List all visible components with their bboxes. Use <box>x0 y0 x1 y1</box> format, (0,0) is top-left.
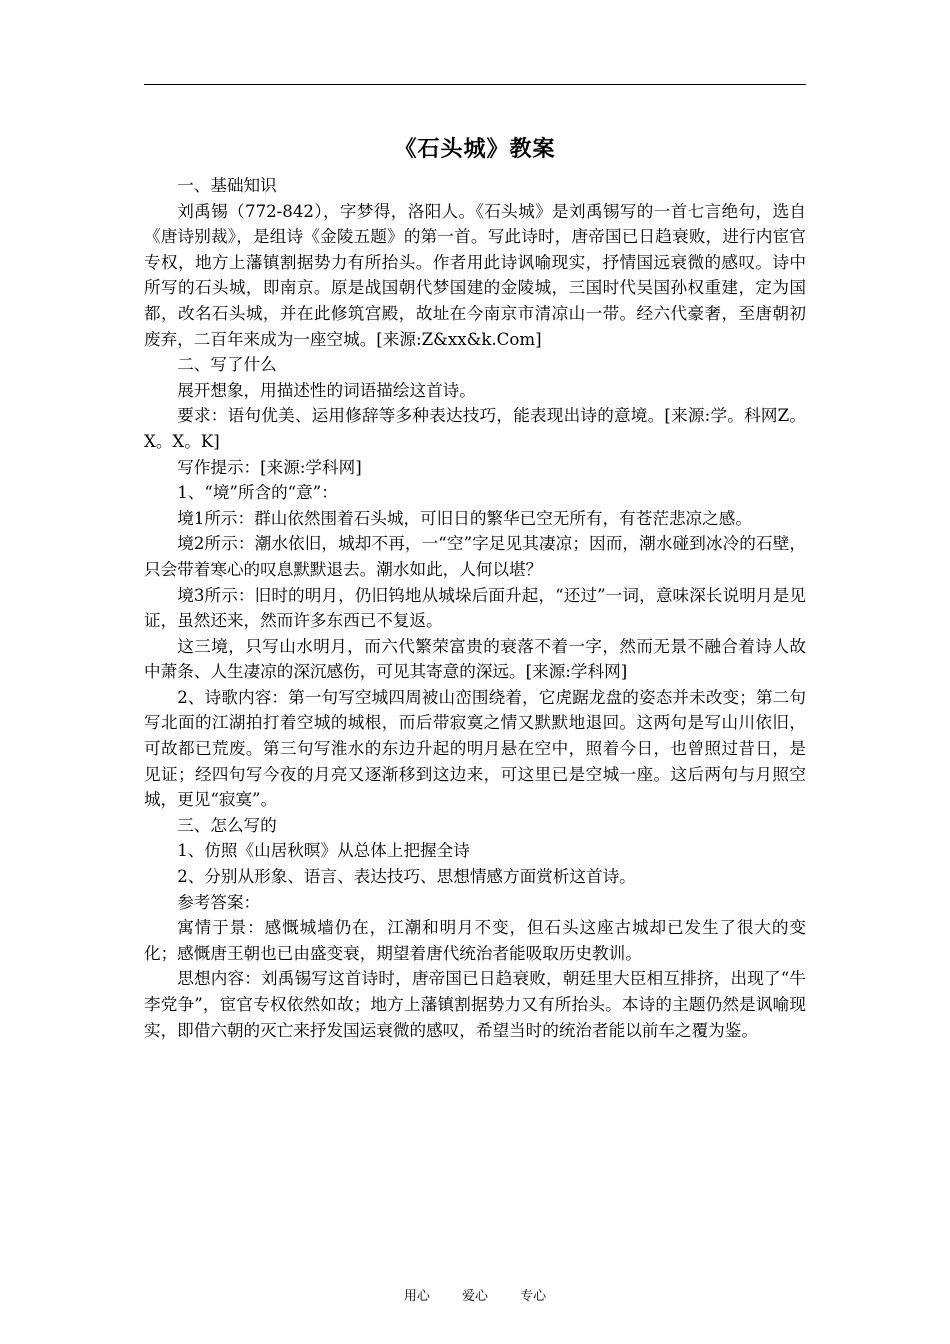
page-footer <box>0 1287 950 1307</box>
paragraph: 1、“境”所含的“意”： <box>177 483 338 503</box>
paragraph: 参考答案： <box>177 892 261 912</box>
footer-text: 专心 <box>520 1289 547 1304</box>
paragraph: 境2所示：潮水依旧，城却不再，一“空”字足见其凄凉；因而，潮水碰到冰冷的石壁，只会带着寒心的叹息默默退去。潮水如此，人何以堪？ <box>144 534 806 579</box>
paragraph: 寓情于景：感慨城墙仍在，江潮和明月不变，但石头这座古城却已发生了很大的变化；感慨唐王朝也已由盛变衰，期望着唐代统治者能吸取历史教训。 <box>144 918 806 963</box>
footer-text: 用心 <box>403 1289 430 1304</box>
paragraph: 1、仿照《山居秋暝》从总体上把握全诗 <box>177 841 470 861</box>
paragraph: 境3所示：旧时的明月，仍旧钨地从城垛后面升起，“还过”一词，意味深长说明月是见证，虽然还来，然而许多东西已不复返。 <box>144 585 806 631</box>
paragraph: 展开想象，用描述性的词语描绘这首诗。 <box>177 380 476 400</box>
header-rule <box>144 84 806 85</box>
paragraph: 要求：语句优美、运用修辞等多种表达技巧，能表现出诗的意境。[来源:学。科网Z。X。X。K] <box>144 406 806 451</box>
paragraph: 这三境，只写山水明月，而六代繁荣富贵的衰落不着一字，然而无景不融合着诗人故中萧条、人生凄凉的深沉感伤，可见其寄意的深远。[来源:学科网] <box>144 636 806 682</box>
paragraph: 境1所示：群山依然围着石头城，可旧日的繁华已空无所有，有苍茫悲凉之感。 <box>177 508 752 528</box>
document-title: 《石头城》教案 <box>394 136 556 162</box>
footer-text: 爱心 <box>461 1289 488 1304</box>
paragraph: 2、诗歌内容：第一句写空城四周被山峦围绕着，它虎踞龙盘的姿态并未改变；第二句写北面的江湖拍打着空城的城根，而后带寂寞之情又默默地退回。这两句是写山川依旧，可故都已荒废。第三句写淮水的东边升起的明月悬在空中，照着今日，也曾照过昔日，是见证；经四句写今夜的月亮又逐渐移到这边来，可这里已是空城一座。这后两句与月照空城，更见“寂寞”。 <box>144 687 806 810</box>
section-heading: 二、写了什么 <box>177 355 277 375</box>
paragraph: 写作提示：[来源:学科网] <box>177 457 362 477</box>
paragraph: 2、分别从形象、语言、表达技巧、思想情感方面赏析这首诗。 <box>177 867 636 887</box>
section-heading: 一、基础知识 <box>177 176 277 195</box>
paragraph: 思想内容：刘禹锡写这首诗时，唐帝国已日趋衰败，朝廷里大臣相互排挤，出现了“牛李党争”，宦官专权依然如故；地方上藩镇割据势力又有所抬头。本诗的主题仍然是讽喻现实，即借六朝的灭亡来抒发国运衰微的感叹，希望当时的统治者能以前车之覆为鉴。 <box>144 969 806 1040</box>
paragraph: 刘禹锡（772-842），字梦得，洛阳人。《石头城》是刘禹锡写的一首七言绝句，选自《唐诗别裁》，是组诗《金陵五题》的第一首。写此诗时，唐帝国已日趋衰败，进行内宦官专权，地方上藩镇割据势力有所抬头。作者用此诗讽喻现实，抒情国远衰微的感叹。诗中所写的石头城，即南京。原是战国朝代梦国建的金陵城，三国时代吴国孙权重建，定为国都，改名石头城，并在此修筑宫殿，故址在今南京市清凉山一带。经六代豪奢，至唐朝初废弃，二百年来成为一座空城。[来源:Z&xx&k.Com] <box>144 201 806 349</box>
document-body <box>144 173 806 1043</box>
section-heading: 三、怎么写的 <box>177 815 277 835</box>
